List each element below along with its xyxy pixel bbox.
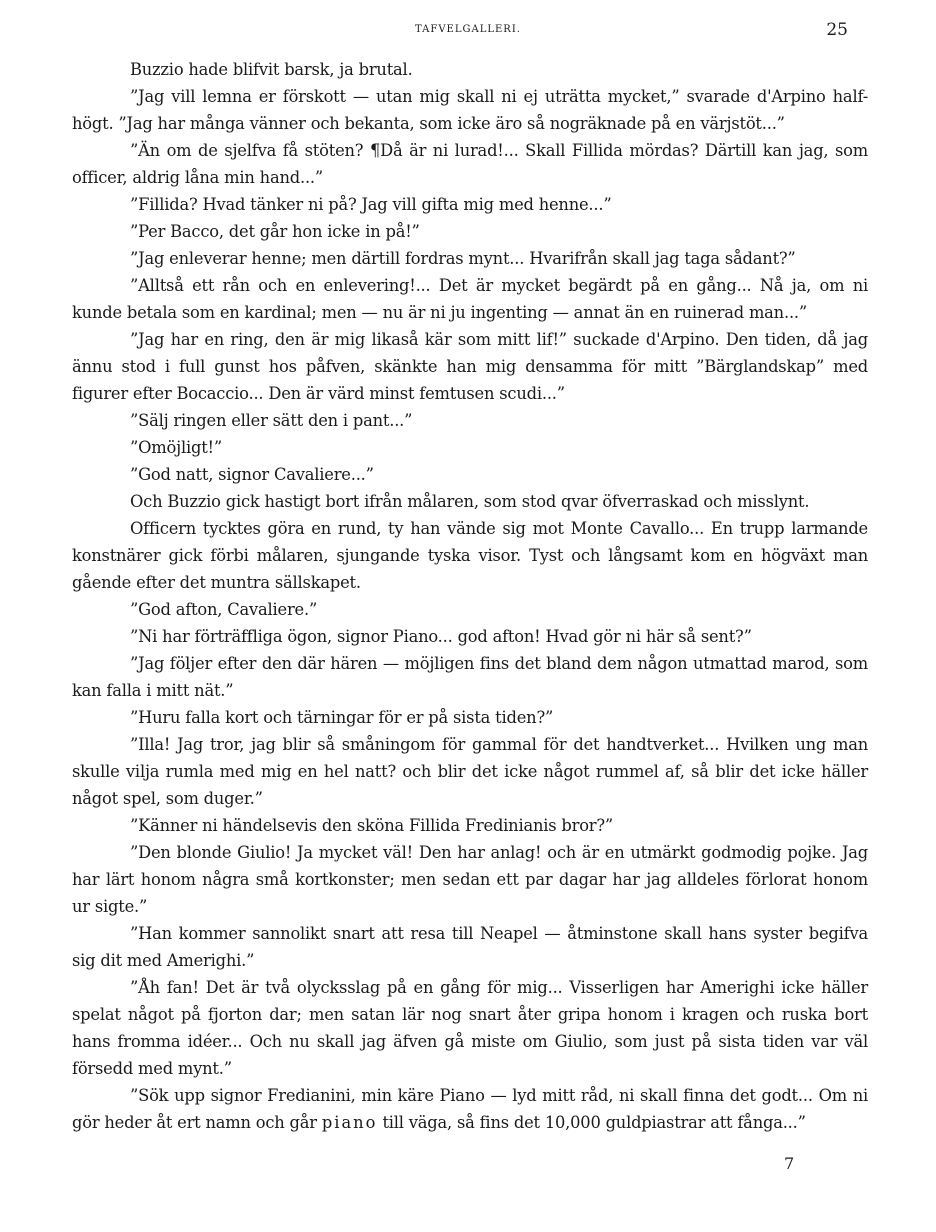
paragraph: ”Jag följer efter den där hären — möjligen fins det bland dem någon utmattad marod, som kan falla i mitt nät.” <box>72 654 868 700</box>
paragraph: ”God natt, signor Cavaliere...” <box>130 465 374 484</box>
running-head <box>0 20 936 42</box>
spaced-word: piano <box>321 1113 378 1132</box>
paragraph: ”Jag har en ring, den är mig likaså kär som mitt lif!” suckade d'Arpino. Den tiden, då jag ännu stod i full gunst hos påfven, skänkte han mig densamma för mitt ”Bärglandskap” med figurer efter Bocaccio... Den är värd minst femtusen scudi...” <box>72 330 868 403</box>
last-paragraph-end: till väga, så fins det 10,000 guldpiastrar att fånga...” <box>377 1113 806 1132</box>
paragraph: ”Per Bacco, det går hon icke in på!” <box>130 222 420 241</box>
paragraph: Officern tycktes göra en rund, ty han vände sig mot Monte Cavallo... En trupp larmande konstnärer gick förbi målaren, sjungande tyska visor. Tyst och långsamt kom en högväxt man gående efter det muntra sällskapet. <box>72 519 868 592</box>
page-number: 25 <box>826 20 848 40</box>
body-text <box>72 56 868 1136</box>
paragraph: ”Omöjligt!” <box>130 438 223 457</box>
paragraph: ”God afton, Cavaliere.” <box>130 600 318 619</box>
last-paragraph-start: ”Sök upp signor Fredianini, min käre Piano — lyd mitt råd, ni skall finna det godt... Om ni gör heder åt ert namn och går <box>72 1086 868 1132</box>
paragraph: ”Illa! Jag tror, jag blir så småningom för gammal för det handtverket... Hvilken ung man skulle vilja rumla med mig en hel natt? och blir det icke något rummel af, så blir det icke häller något spel, som duger.” <box>72 735 868 808</box>
paragraph: ”Än om de sjelfva få stöten? ¶Då är ni lurad!... Skall Fillida mördas? Därtill kan jag, som officer, aldrig låna min hand...” <box>72 141 868 187</box>
running-title: TAFVELGALLERI. <box>415 24 521 35</box>
paragraph: ”Åh fan! Det är två olycksslag på en gång för mig... Visserligen har Amerighi icke häller spelat något på fjorton dar; men satan lär nog snart åter gripa honom i kragen och ruska bort hans fromma idéer... Och nu skall jag äfven gå miste om Giulio, som just på sista tiden var väl försedd med mynt.” <box>72 978 868 1078</box>
paragraph: Buzzio hade blifvit barsk, ja brutal. <box>130 60 413 79</box>
last-paragraph <box>72 1082 868 1136</box>
paragraph: ”Jag enleverar henne; men därtill fordras mynt... Hvarifrån skall jag taga sådant?” <box>130 249 796 268</box>
paragraph: ”Den blonde Giulio! Ja mycket väl! Den har anlag! och är en utmärkt godmodig pojke. Jag har lärt honom några små kortkonster; men sedan ett par dagar har jag alldeles förlorat honom ur sigte.” <box>72 843 868 916</box>
signature-mark: 7 <box>784 1154 795 1173</box>
paragraph: ”Fillida? Hvad tänker ni på? Jag vill gifta mig med henne...” <box>130 195 612 214</box>
paragraph: ”Sälj ringen eller sätt den i pant...” <box>130 411 413 430</box>
paragraph: ”Känner ni händelsevis den sköna Fillida Fredinianis bror?” <box>130 816 614 835</box>
paragraph: ”Ni har förträffliga ögon, signor Piano... god afton! Hvad gör ni här så sent?” <box>130 627 752 646</box>
paragraph: Och Buzzio gick hastigt bort ifrån målaren, som stod qvar öfverraskad och misslynt. <box>130 492 810 511</box>
paragraph: ”Alltså ett rån och en enlevering!... Det är mycket begärdt på en gång... Nå ja, om ni kunde betala som en kardinal; men — nu är ni ju ingenting — annat än en ruinerad man...” <box>72 276 868 322</box>
paragraph: ”Han kommer sannolikt snart att resa till Neapel — åtminstone skall hans syster begifva sig dit med Amerighi.” <box>72 924 868 970</box>
paragraph: ”Huru falla kort och tärningar för er på sista tiden?” <box>130 708 554 727</box>
paragraph: ”Jag vill lemna er förskott — utan mig skall ni ej uträtta mycket,” svarade d'Arpino half-högt. ”Jag har många vänner och bekanta, som icke äro så nogräknade på en värjstöt...” <box>72 87 868 133</box>
